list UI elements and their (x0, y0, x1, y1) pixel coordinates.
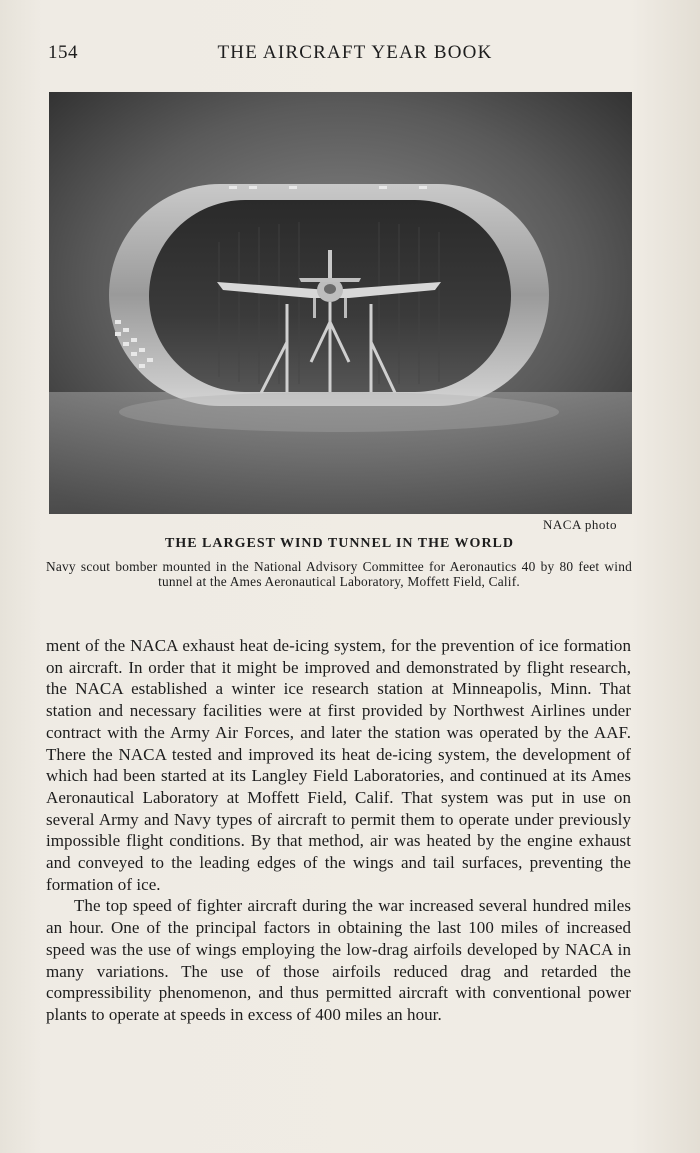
paragraph: ment of the NACA exhaust heat de-icing system, for the prevention of ice formation on aircraft. In order that it might be improved and demonstrated by flight research, the NACA established a winter ice research station at Minneapolis, Minn. That station and necessary facilities were at first provided by Northwest Airlines under contract with the Army Air Forces, and later the station was operated by the AAF. There the NACA tested and improved its heat de-icing system, the development of which had been started at its Langley Field Laboratories, and continued at its Ames Aeronautical Laboratory at Moffett Field, Calif. That system was put in use on several Army and Navy types of aircraft to permit them to operate under previously impossible flight conditions. By that method, air was heated by the engine exhaust and conveyed to the leading edges of the wings and tail surfaces, preventing the formation of ice. (46, 636, 631, 894)
running-head: THE AIRCRAFT YEAR BOOK (217, 42, 493, 63)
body-text (46, 635, 631, 1026)
photo-credit: NACA photo (543, 517, 617, 532)
wind-tunnel-photo (49, 92, 632, 514)
page-number: 154 (48, 42, 78, 63)
page-header (48, 42, 634, 70)
photo-title: THE LARGEST WIND TUNNEL IN THE WORLD (164, 536, 515, 551)
paragraph: The top speed of fighter aircraft during the war increased several hundred miles an hour. One of the principal factors in obtaining the last 100 miles of increased speed was the use of wings employing the low-drag airfoils developed by NACA in many variations. The use of those airfoils reduced drag and retarded the compressibility phenomenon, and thus permitted aircraft with conventional power plants to operate at speeds in excess of 400 miles an hour. (46, 896, 631, 1024)
photo-caption: Navy scout bomber mounted in the National Advisory Committee for Aeronautics 40 by 80 feet wind tunnel at the Ames Aeronautical Laboratory, Moffett Field, Calif. (46, 559, 632, 589)
